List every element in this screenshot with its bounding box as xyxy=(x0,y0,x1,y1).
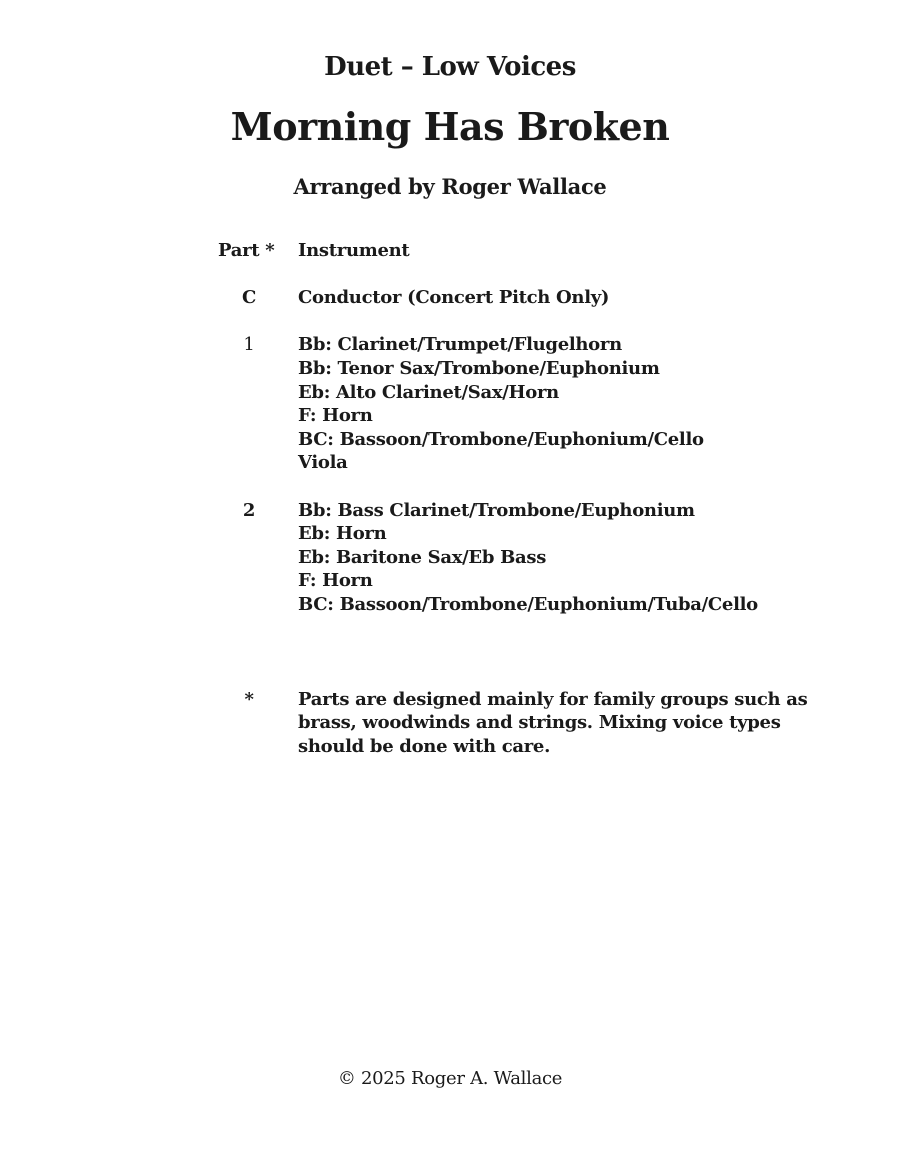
table-row xyxy=(218,499,818,617)
instrument-item: BC: Bassoon/Trombone/Euphonium/Tuba/Cello xyxy=(298,593,758,615)
part-label: 2 xyxy=(242,499,256,521)
arranger-credit: Arranged by Roger Wallace xyxy=(293,174,607,199)
footnote-text: Parts are designed mainly for family groups such as brass, woodwinds and strings. Mixing voice types should be done with care. xyxy=(298,688,808,757)
instrument-column-header: Instrument xyxy=(298,240,410,261)
instrument-item: Conductor (Concert Pitch Only) xyxy=(298,287,610,309)
copyright-footer: © 2025 Roger A. Wallace xyxy=(337,1068,563,1089)
instrument-item: Bb: Clarinet/Trumpet/Flugelhorn xyxy=(298,334,622,356)
parts-table xyxy=(218,239,818,758)
instrument-list xyxy=(298,333,818,475)
instrument-item: Viola xyxy=(298,452,348,474)
instrument-item: Eb: Horn xyxy=(298,523,387,545)
instrument-item: BC: Bassoon/Trombone/Euphonium/Cello xyxy=(298,428,704,450)
instrument-item: F: Horn xyxy=(298,570,373,592)
instrument-item: Bb: Tenor Sax/Trombone/Euphonium xyxy=(298,357,660,379)
page-title: Morning Has Broken xyxy=(230,104,670,149)
instrument-item: Eb: Alto Clarinet/Sax/Horn xyxy=(298,381,559,403)
instrument-list xyxy=(298,499,818,617)
footnote xyxy=(218,688,818,759)
instrument-list xyxy=(298,286,818,310)
part-label: C xyxy=(241,287,257,309)
table-row xyxy=(218,286,818,310)
instrument-item: Eb: Baritone Sax/Eb Bass xyxy=(298,546,547,568)
table-row xyxy=(218,333,818,475)
table-header-row xyxy=(218,239,818,263)
subtitle: Duet – Low Voices xyxy=(324,52,576,82)
instrument-item: Bb: Bass Clarinet/Trombone/Euphonium xyxy=(298,499,695,521)
instrument-item: F: Horn xyxy=(298,405,373,427)
part-column-header: Part * xyxy=(218,240,275,261)
part-label: 1 xyxy=(243,334,255,356)
footnote-marker: * xyxy=(244,688,254,710)
